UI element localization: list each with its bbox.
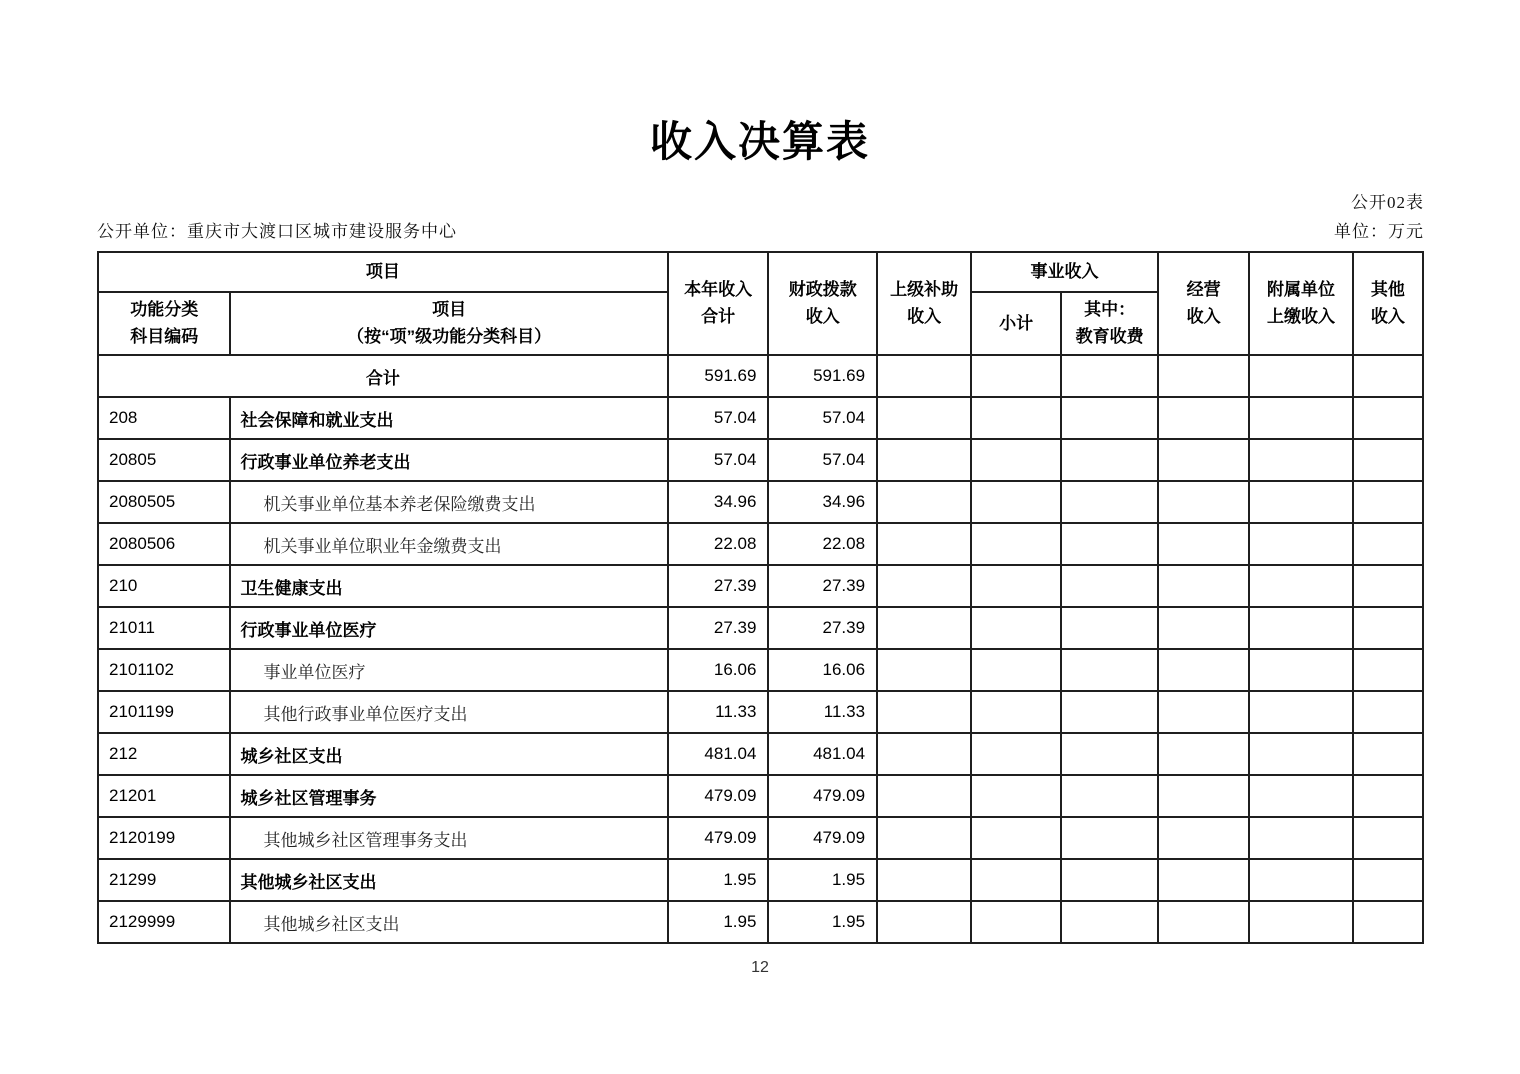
table-row (98, 397, 1423, 439)
header-affiliated-remittance (1249, 252, 1352, 355)
header-fiscal-appropriation (768, 252, 877, 355)
cell-row-name: 其他城乡社区支出 (230, 859, 667, 901)
cell-value-current-total: 591.69 (668, 355, 769, 397)
cell-value-fiscal-appropriation: 1.95 (768, 901, 877, 943)
cell-row-name: 其他城乡社区管理事务支出 (230, 817, 667, 859)
cell-value-affiliated-remittance (1249, 523, 1352, 565)
cell-function-code: 2101102 (98, 649, 230, 691)
cell-function-code: 2080506 (98, 523, 230, 565)
cell-value-current-total: 479.09 (668, 775, 769, 817)
cell-function-code: 210 (98, 565, 230, 607)
cell-value-operating-income (1158, 817, 1249, 859)
cell-row-name: 城乡社区管理事务 (230, 775, 667, 817)
cell-value-current-total: 57.04 (668, 439, 769, 481)
cell-value-education-fee (1061, 565, 1158, 607)
cell-value-fiscal-appropriation: 11.33 (768, 691, 877, 733)
header-line: 收入 (1370, 306, 1405, 326)
cell-value-business-subtotal (971, 439, 1061, 481)
cell-value-other-income (1353, 607, 1423, 649)
cell-value-fiscal-appropriation: 479.09 (768, 775, 877, 817)
cell-value-fiscal-appropriation: 27.39 (768, 607, 877, 649)
header-line: 其他 (1370, 280, 1405, 300)
cell-row-name: 卫生健康支出 (230, 565, 667, 607)
cell-function-code: 21299 (98, 859, 230, 901)
cell-row-name: 机关事业单位职业年金缴费支出 (230, 523, 667, 565)
cell-value-upper-subsidy (877, 481, 971, 523)
cell-value-other-income (1353, 565, 1423, 607)
cell-row-name: 其他城乡社区支出 (230, 901, 667, 943)
table-row (98, 565, 1423, 607)
cell-value-other-income (1353, 775, 1423, 817)
cell-value-other-income (1353, 397, 1423, 439)
cell-function-code: 21011 (98, 607, 230, 649)
cell-value-affiliated-remittance (1249, 901, 1352, 943)
cell-value-operating-income (1158, 775, 1249, 817)
cell-value-current-total: 1.95 (668, 859, 769, 901)
cell-value-upper-subsidy (877, 439, 971, 481)
cell-value-upper-subsidy (877, 901, 971, 943)
cell-value-upper-subsidy (877, 397, 971, 439)
cell-value-business-subtotal (971, 901, 1061, 943)
cell-value-business-subtotal (971, 775, 1061, 817)
document-meta (97, 188, 1424, 242)
cell-value-business-subtotal (971, 397, 1061, 439)
cell-value-current-total: 11.33 (668, 691, 769, 733)
header-line: 上缴收入 (1267, 306, 1336, 326)
cell-value-upper-subsidy (877, 775, 971, 817)
cell-value-affiliated-remittance (1249, 355, 1352, 397)
header-line: 本年收入 (684, 280, 753, 300)
cell-value-business-subtotal (971, 817, 1061, 859)
header-line: 科目编码 (130, 326, 199, 346)
cell-value-education-fee (1061, 649, 1158, 691)
table-row (98, 901, 1423, 943)
cell-value-current-total: 1.95 (668, 901, 769, 943)
cell-value-other-income (1353, 481, 1423, 523)
cell-value-business-subtotal (971, 859, 1061, 901)
cell-value-upper-subsidy (877, 355, 971, 397)
cell-value-fiscal-appropriation: 1.95 (768, 859, 877, 901)
cell-value-affiliated-remittance (1249, 859, 1352, 901)
cell-value-business-subtotal (971, 565, 1061, 607)
cell-value-education-fee (1061, 607, 1158, 649)
header-line: 经营 (1186, 280, 1221, 300)
header-item-group: 项目 (98, 252, 668, 292)
cell-value-operating-income (1158, 565, 1249, 607)
header-line: 附属单位 (1267, 280, 1336, 300)
cell-row-name: 合计 (98, 355, 668, 397)
header-line: 财政拨款 (788, 280, 857, 300)
cell-value-affiliated-remittance (1249, 607, 1352, 649)
table-row (98, 691, 1423, 733)
cell-value-education-fee (1061, 523, 1158, 565)
cell-value-education-fee (1061, 859, 1158, 901)
cell-value-upper-subsidy (877, 565, 971, 607)
cell-value-operating-income (1158, 649, 1249, 691)
cell-value-upper-subsidy (877, 859, 971, 901)
header-function-code (98, 292, 230, 355)
cell-value-operating-income (1158, 607, 1249, 649)
cell-value-upper-subsidy (877, 607, 971, 649)
cell-value-fiscal-appropriation: 481.04 (768, 733, 877, 775)
cell-value-other-income (1353, 691, 1423, 733)
cell-value-fiscal-appropriation: 57.04 (768, 397, 877, 439)
cell-row-name: 机关事业单位基本养老保险缴费支出 (230, 481, 667, 523)
cell-value-operating-income (1158, 523, 1249, 565)
cell-value-fiscal-appropriation: 591.69 (768, 355, 877, 397)
cell-value-fiscal-appropriation: 57.04 (768, 439, 877, 481)
cell-function-code: 21201 (98, 775, 230, 817)
table-code-label: 公开02表 (1351, 193, 1424, 213)
cell-value-operating-income (1158, 859, 1249, 901)
page-title: 收入决算表 (649, 118, 870, 165)
cell-row-name: 城乡社区支出 (230, 733, 667, 775)
cell-value-business-subtotal (971, 481, 1061, 523)
cell-value-affiliated-remittance (1249, 733, 1352, 775)
header-line: 收入 (1186, 306, 1221, 326)
cell-value-other-income (1353, 649, 1423, 691)
cell-value-other-income (1353, 355, 1423, 397)
cell-value-education-fee (1061, 355, 1158, 397)
cell-value-current-total: 479.09 (668, 817, 769, 859)
header-operating-income (1158, 252, 1249, 355)
cell-value-fiscal-appropriation: 27.39 (768, 565, 877, 607)
cell-value-other-income (1353, 439, 1423, 481)
publishing-unit-label: 公开单位：重庆市大渡口区城市建设服务中心 (97, 222, 457, 242)
cell-value-current-total: 27.39 (668, 565, 769, 607)
cell-value-fiscal-appropriation: 34.96 (768, 481, 877, 523)
cell-value-affiliated-remittance (1249, 775, 1352, 817)
cell-value-operating-income (1158, 397, 1249, 439)
header-line: （按“项”级功能分类科目） (347, 326, 552, 346)
cell-function-code: 20805 (98, 439, 230, 481)
cell-value-current-total: 16.06 (668, 649, 769, 691)
table-row (98, 649, 1423, 691)
cell-value-affiliated-remittance (1249, 481, 1352, 523)
cell-value-affiliated-remittance (1249, 565, 1352, 607)
cell-value-business-subtotal (971, 523, 1061, 565)
header-line: 上级补助 (890, 280, 959, 300)
header-current-year-total (668, 252, 769, 355)
cell-value-upper-subsidy (877, 733, 971, 775)
table-row (98, 775, 1423, 817)
cell-value-fiscal-appropriation: 16.06 (768, 649, 877, 691)
table-row (98, 733, 1423, 775)
cell-value-fiscal-appropriation: 22.08 (768, 523, 877, 565)
header-line: 合计 (701, 306, 736, 326)
cell-value-current-total: 57.04 (668, 397, 769, 439)
cell-value-current-total: 22.08 (668, 523, 769, 565)
cell-value-affiliated-remittance (1249, 649, 1352, 691)
cell-value-business-subtotal (971, 355, 1061, 397)
cell-value-education-fee (1061, 691, 1158, 733)
cell-value-affiliated-remittance (1249, 691, 1352, 733)
cell-value-affiliated-remittance (1249, 817, 1352, 859)
header-item-by-subitem (230, 292, 667, 355)
cell-value-business-subtotal (971, 691, 1061, 733)
cell-value-education-fee (1061, 397, 1158, 439)
cell-value-business-subtotal (971, 649, 1061, 691)
header-line: 其中： (1084, 300, 1136, 320)
cell-value-education-fee (1061, 817, 1158, 859)
table-row (98, 523, 1423, 565)
cell-row-name: 社会保障和就业支出 (230, 397, 667, 439)
cell-function-code: 208 (98, 397, 230, 439)
cell-function-code: 2101199 (98, 691, 230, 733)
header-line: 功能分类 (130, 300, 199, 320)
cell-value-education-fee (1061, 733, 1158, 775)
cell-value-operating-income (1158, 439, 1249, 481)
cell-value-education-fee (1061, 439, 1158, 481)
cell-value-education-fee (1061, 481, 1158, 523)
cell-row-name: 事业单位医疗 (230, 649, 667, 691)
cell-function-code: 2080505 (98, 481, 230, 523)
cell-value-operating-income (1158, 733, 1249, 775)
cell-value-operating-income (1158, 901, 1249, 943)
header-subtotal: 小计 (971, 292, 1061, 355)
header-business-income: 事业收入 (971, 252, 1158, 292)
cell-value-education-fee (1061, 901, 1158, 943)
cell-value-operating-income (1158, 355, 1249, 397)
cell-row-name: 其他行政事业单位医疗支出 (230, 691, 667, 733)
table-row (98, 355, 1423, 397)
cell-value-business-subtotal (971, 733, 1061, 775)
cell-row-name: 行政事业单位医疗 (230, 607, 667, 649)
cell-function-code: 2120199 (98, 817, 230, 859)
cell-value-business-subtotal (971, 607, 1061, 649)
cell-value-current-total: 34.96 (668, 481, 769, 523)
header-education-fee (1061, 292, 1158, 355)
page-number: 12 (751, 959, 769, 977)
cell-value-fiscal-appropriation: 479.09 (768, 817, 877, 859)
header-line: 教育收费 (1075, 326, 1144, 346)
header-line: 项目 (432, 300, 467, 320)
cell-value-other-income (1353, 859, 1423, 901)
cell-value-upper-subsidy (877, 523, 971, 565)
cell-value-affiliated-remittance (1249, 397, 1352, 439)
header-other-income (1353, 252, 1423, 355)
cell-value-affiliated-remittance (1249, 439, 1352, 481)
header-upper-level-subsidy (877, 252, 971, 355)
header-line: 收入 (805, 306, 840, 326)
currency-unit-label: 单位：万元 (1334, 222, 1424, 242)
cell-function-code: 212 (98, 733, 230, 775)
table-row (98, 817, 1423, 859)
cell-value-other-income (1353, 901, 1423, 943)
cell-row-name: 行政事业单位养老支出 (230, 439, 667, 481)
cell-value-current-total: 481.04 (668, 733, 769, 775)
cell-value-upper-subsidy (877, 817, 971, 859)
income-statement-table (97, 251, 1424, 944)
cell-value-other-income (1353, 523, 1423, 565)
cell-function-code: 2129999 (98, 901, 230, 943)
table-row (98, 607, 1423, 649)
table-row (98, 859, 1423, 901)
cell-value-education-fee (1061, 775, 1158, 817)
table-row (98, 439, 1423, 481)
cell-value-other-income (1353, 817, 1423, 859)
cell-value-upper-subsidy (877, 649, 971, 691)
cell-value-current-total: 27.39 (668, 607, 769, 649)
table-row (98, 481, 1423, 523)
cell-value-other-income (1353, 733, 1423, 775)
cell-value-operating-income (1158, 481, 1249, 523)
cell-value-operating-income (1158, 691, 1249, 733)
header-line: 收入 (907, 306, 942, 326)
cell-value-upper-subsidy (877, 691, 971, 733)
